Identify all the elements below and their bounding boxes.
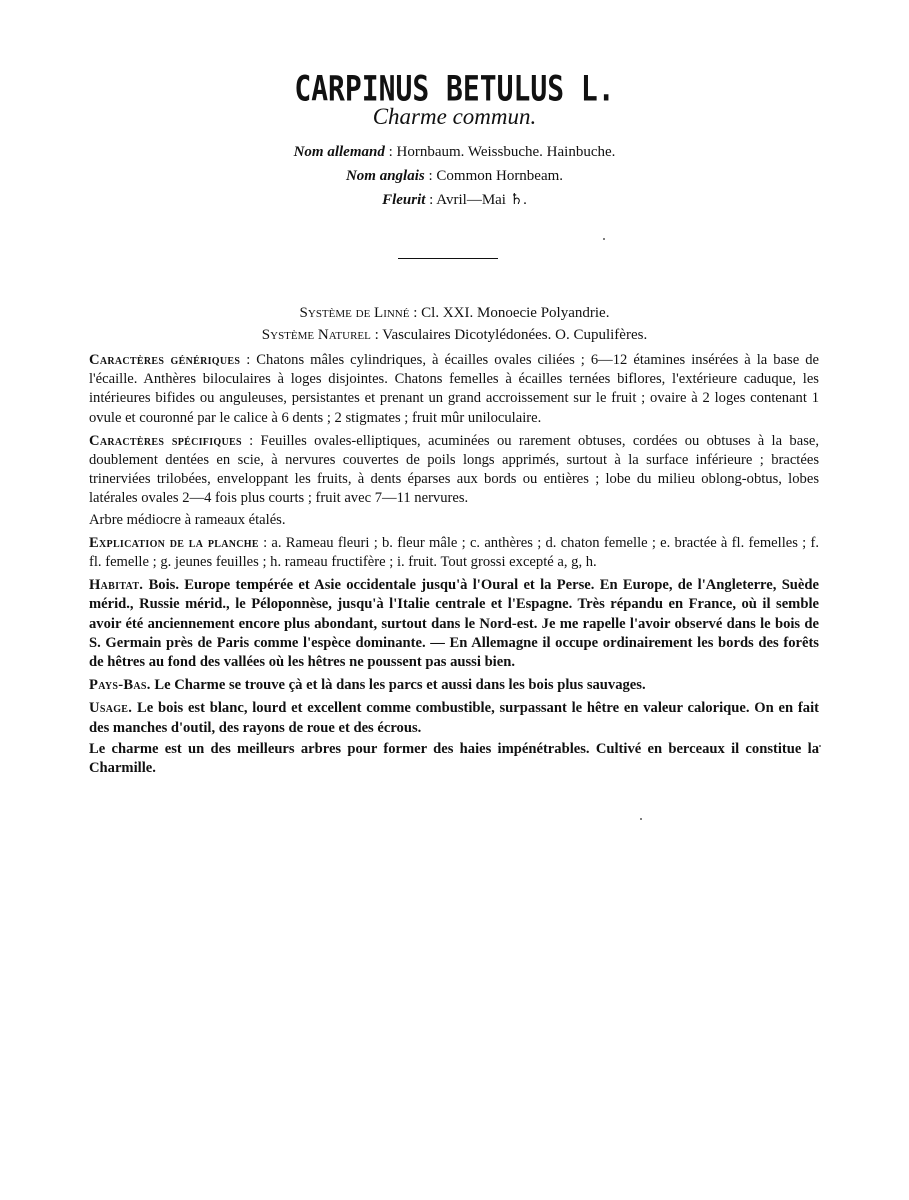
name-value: Avril—Mai ♄. [436, 192, 527, 208]
paragraph-heading: Usage. [89, 700, 133, 717]
paragraph-usage [89, 699, 819, 737]
paragraph-heading: Pays-Bas. [89, 677, 151, 694]
name-label: Nom anglais [345, 168, 425, 184]
paragraph-heading: Caractères génériques [89, 352, 241, 368]
classification-systems [0, 302, 909, 346]
print-speck [640, 818, 642, 820]
name-label: Nom allemand [293, 144, 385, 160]
system-value: : Vasculaires Dicotylédonées. O. Cupulifères. [370, 327, 648, 343]
paragraph-specific-characters [89, 432, 819, 509]
system-label: Système Naturel [261, 327, 371, 343]
name-value: Common Hornbeam. [436, 168, 564, 184]
system-label: Système de Linné [299, 305, 410, 321]
description-body [89, 351, 819, 782]
paragraph-heading: Explication de la planche [89, 534, 259, 551]
paragraph-netherlands [89, 676, 819, 695]
name-row-german: Nom allemand : Hornbaum. Weissbuche. Hainbuche. [293, 144, 616, 160]
paragraph-text: : Chatons mâles cylindriques, à écailles ovales ciliées ; 6—12 étamines insérées à la base de l'écaille. Anthères biloculaires à loges disjointes. Chatons femelles à écailles ternées biflores, l'extérieure caduque, les intérieures bifides ou anguleuses, persistantes et prenant un grand accroissement sur le fruit ; ovaire à 2 loges contenant 1 ovule et couronné par le calice à 6 dents ; 2 stigmates ; fruit mûr uniloculaire. [89, 352, 819, 426]
paragraph-hedges [89, 740, 819, 778]
vernacular-names [0, 140, 909, 212]
paragraph-heading: Caractères spécifiques [89, 432, 242, 449]
system-linne [0, 302, 909, 324]
paragraph-text: Bois. Europe tempérée et Asie occidentale jusqu'à l'Oural et la Perse. En Europe, de l'Angleterre, Suède mérid., Russie mérid., le Péloponnèse, jusqu'à l'Italie centrale et l'Espagne. Très répandu en France, où il semble avoir été anciennement encore plus abondant, surtout dans le Nord-est. Je me rapelle l'avoir observé dans le bois de S. Germain près de Paris comme l'espèce dominante. — En Allemagne il occupe ordinairement les bords des forêts de hêtres au fond des vallées où les hêtres ne poussent pas aussi bien. [89, 577, 819, 671]
species-title: CARPINUS BETULUS L. [294, 68, 615, 110]
print-speck [819, 745, 821, 747]
system-naturel [0, 324, 909, 346]
print-speck [603, 238, 605, 240]
divider-rule [398, 258, 498, 259]
name-value: Hornbaum. Weissbuche. Hainbuche. [396, 144, 616, 160]
paragraph-habitat [89, 576, 819, 672]
name-label: Fleurit [382, 192, 426, 208]
paragraph-text: Arbre médiocre à rameaux étalés. [89, 511, 286, 528]
paragraph-plate-explanation [89, 534, 819, 572]
paragraph-heading: Habitat. [89, 577, 144, 594]
paragraph-text: : a. Rameau fleuri ; b. fleur mâle ; c. anthères ; d. chaton femelle ; e. bractée à fl. femelles ; f. fl. femelle ; g. jeunes feuilles ; h. rameau fructifère ; i. fruit. Tout grossi excepté a, g, h. [89, 534, 819, 571]
paragraph-text: Le Charme se trouve çà et là dans les parcs et aussi dans les bois plus sauvages. [150, 677, 646, 694]
paragraph-text: Le bois est blanc, lourd et excellent comme combustible, surpassant le hêtre en valeur calorique. On en fait des manches d'outil, des rayons de roue et des écrous. [89, 700, 819, 736]
paragraph-generic-characters [89, 351, 819, 428]
common-name-subtitle: Charme commun. [372, 104, 537, 129]
paragraph-text: Le charme est un des meilleurs arbres pour former des haies impénétrables. Cultivé en berceaux il constitue la Charmille. [89, 740, 819, 777]
paragraph-text: : Feuilles ovales-elliptiques, acuminées ou rarement obtuses, cordées ou obtuses à la base, doublement dentées en scie, à nervures couvertes de poils longs apprimés, surtout à la surface inférieure ; bractées trinerviées trilobées, enveloppant les fruits, à dents éparses aux bords ou entières ; lobe du milieu oblong-obtus, lobes latérales ovales 2—4 fois plus courts ; fruit avec 7—11 nervures. [89, 432, 820, 507]
name-row-english: Nom anglais : Common Hornbeam. [345, 168, 564, 184]
system-value: : Cl. XXI. Monoecie Polyandrie. [409, 305, 610, 321]
name-row-flowering: Fleurit : Avril—Mai ♄. [382, 192, 527, 208]
paragraph-habit [89, 511, 819, 530]
